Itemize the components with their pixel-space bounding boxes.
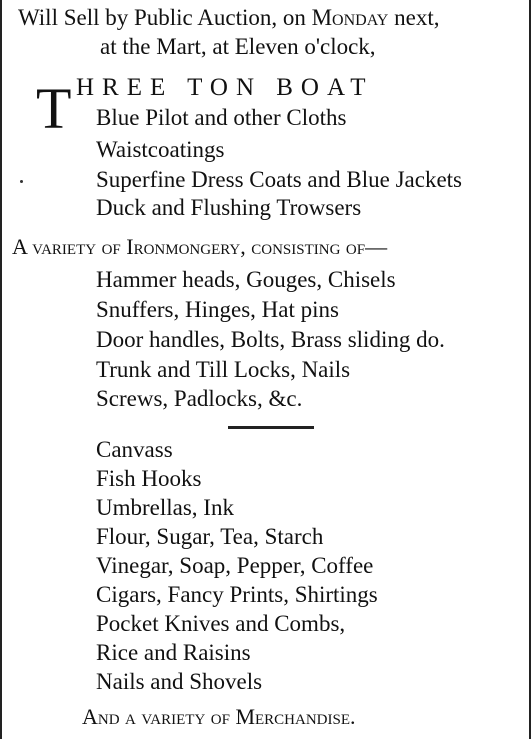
right-column-rule bbox=[529, 0, 531, 739]
closing-line: And a variety of Merchandise. bbox=[82, 704, 356, 729]
boat-title: HREE TON BOAT bbox=[76, 74, 374, 101]
goods-item: Nails and Shovels bbox=[96, 669, 263, 694]
section-divider bbox=[228, 426, 314, 429]
boat-list-item: Duck and Flushing Trowsers bbox=[96, 195, 362, 220]
left-column-rule bbox=[0, 0, 2, 739]
auction-time-line: at the Mart, at Eleven o'clock, bbox=[100, 34, 376, 59]
ironmongery-item: Door handles, Bolts, Brass sliding do. bbox=[96, 327, 445, 352]
auction-announcement-line bbox=[18, 4, 439, 32]
ironmongery-item: Hammer heads, Gouges, Chisels bbox=[96, 267, 396, 292]
goods-item: Pocket Knives and Combs, bbox=[96, 611, 346, 636]
ironmongery-item: Trunk and Till Locks, Nails bbox=[96, 357, 351, 382]
goods-item: Umbrellas, Ink bbox=[96, 495, 234, 520]
announcement-prefix: Will Sell by Public Auction, on bbox=[18, 5, 312, 30]
goods-item: Fish Hooks bbox=[96, 466, 202, 491]
goods-item: Flour, Sugar, Tea, Starch bbox=[96, 524, 324, 549]
announcement-day: Monday bbox=[311, 5, 389, 30]
goods-item: Canvass bbox=[96, 437, 173, 462]
goods-item: Cigars, Fancy Prints, Shirtings bbox=[96, 582, 378, 607]
drop-cap: T bbox=[36, 76, 72, 141]
boat-list-item: Superfine Dress Coats and Blue Jackets bbox=[96, 167, 463, 192]
ink-speck bbox=[20, 180, 23, 183]
boat-list-item: Waistcoatings bbox=[96, 137, 225, 162]
goods-item: Vinegar, Soap, Pepper, Coffee bbox=[96, 553, 374, 578]
ironmongery-item: Snuffers, Hinges, Hat pins bbox=[96, 297, 339, 322]
announcement-suffix: next, bbox=[388, 5, 440, 30]
boat-list-item: Blue Pilot and other Cloths bbox=[96, 105, 347, 130]
ironmongery-item: Screws, Padlocks, &c. bbox=[96, 386, 303, 411]
goods-item: Rice and Raisins bbox=[96, 640, 251, 665]
ironmongery-heading: A variety of Ironmongery, consisting of— bbox=[12, 234, 388, 259]
